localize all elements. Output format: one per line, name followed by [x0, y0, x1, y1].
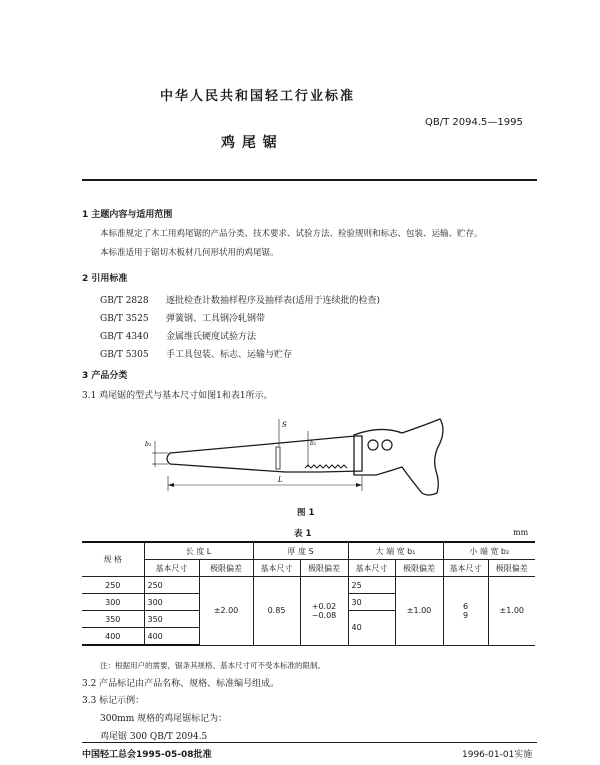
reference-standard-title: 逐批检查计数抽样程序及抽样表(适用于连续批的检查)	[166, 296, 381, 306]
table-row	[82, 577, 535, 594]
reference-standard-code: GB/T 4340	[100, 332, 149, 342]
table-cell: 400	[144, 628, 199, 646]
b2-value: 9	[462, 610, 469, 620]
table-header-cell: 规 格	[82, 542, 144, 577]
reference-standard-item	[100, 293, 380, 306]
footer-rule	[82, 742, 537, 743]
saw-blade-outline	[167, 436, 362, 472]
tolerance-upper: +0.02	[311, 601, 337, 611]
tolerance-lower: −0.08	[311, 610, 337, 620]
b2-value: 6	[462, 601, 469, 611]
section-2-heading: 2 引用标准	[82, 274, 128, 284]
table-cell: 40	[348, 611, 395, 646]
table-cell: 300	[144, 594, 199, 611]
saw-teeth	[305, 465, 347, 468]
saw-handle	[354, 419, 443, 495]
clause-3-1: 3.1 鸡尾锯的型式与基本尺寸如图1和表1所示。	[82, 391, 273, 401]
rivet-icon	[368, 440, 378, 450]
table-cell: ±1.00	[488, 577, 535, 646]
thickness-section-mark	[276, 447, 280, 469]
table-header-cell: 基本尺寸	[144, 560, 199, 577]
section-1-paragraph-2: 本标准适用于锯切木板材几何形状用的鸡尾锯。	[100, 248, 279, 258]
table-cell: ±1.00	[395, 577, 443, 646]
reference-standard-code: GB/T 3525	[100, 314, 149, 324]
table-cell: 300	[82, 594, 144, 611]
table-header-cell: 极限偏差	[395, 560, 443, 577]
table-cell	[300, 577, 348, 646]
clause-3-3: 3.3 标记示例：	[82, 696, 145, 706]
table-header-cell: 长 度 L	[144, 542, 253, 560]
table-cell: 400	[82, 628, 144, 646]
reference-standard-title: 金属维氏硬度试验方法	[166, 332, 257, 342]
reference-standard-code: GB/T 2828	[100, 296, 149, 306]
table-cell: 250	[82, 577, 144, 594]
table-header-cell: 极限偏差	[300, 560, 348, 577]
clause-3-2: 3.2 产品标记由产品名称、规格、标准编号组成。	[82, 679, 280, 689]
marking-example: 鸡尾锯 300 QB/T 2094.5	[100, 732, 208, 742]
approval-date: 中国轻工总会1995-05-08批准	[82, 750, 212, 760]
table-cell: 25	[348, 577, 395, 594]
table-header-cell: 极限偏差	[488, 560, 535, 577]
standard-code: QB/T 2094.5—1995	[425, 117, 523, 128]
table-cell: 350	[144, 611, 199, 628]
saw-drawing	[140, 415, 480, 500]
table-unit: mm	[513, 528, 529, 537]
table-header-cell: 小 端 宽 b₂	[443, 542, 535, 560]
reference-standard-title: 弹簧钢、工具钢冷轧钢带	[166, 314, 266, 324]
section-1-heading: 1 主题内容与适用范围	[82, 210, 173, 220]
section-1-paragraph-1: 本标准规定了木工用鸡尾锯的产品分类、技术要求、试验方法、检验规则和标志、包装、运输、贮存。	[100, 229, 483, 239]
big-end-width-label: b₁	[310, 440, 317, 447]
dovetail-saw-figure	[140, 415, 480, 500]
figure-caption: 图 1	[297, 508, 315, 518]
table-header-cell: 基本尺寸	[443, 560, 488, 577]
section-3-heading: 3 产品分类	[82, 371, 128, 381]
small-end-width-label: b₂	[145, 441, 152, 448]
length-label: L	[278, 476, 283, 484]
table-subheader-row	[82, 560, 535, 577]
thickness-label: S	[282, 421, 287, 429]
table-cell: 350	[82, 611, 144, 628]
reference-standard-item	[100, 347, 292, 360]
table-cell: ±2.00	[199, 577, 253, 646]
table-header-cell: 极限偏差	[199, 560, 253, 577]
dimensions-table	[82, 541, 535, 646]
reference-standard-item	[100, 329, 256, 342]
table-header-cell: 基本尺寸	[348, 560, 395, 577]
table-header-row	[82, 542, 535, 560]
reference-standard-item	[100, 311, 265, 324]
header-rule	[82, 179, 537, 181]
table-header-cell: 大 端 宽 b₁	[348, 542, 443, 560]
marking-example-intro: 300mm 规格的鸡尾锯标记为：	[100, 714, 228, 724]
reference-standard-code: GB/T 5305	[100, 350, 149, 360]
table-cell: 30	[348, 594, 395, 611]
reference-standard-title: 手工具包装、标志、运输与贮存	[166, 350, 293, 360]
table-cell: 0.85	[253, 577, 300, 646]
table-header-cell: 厚 度 S	[253, 542, 348, 560]
table-cell: 250	[144, 577, 199, 594]
implementation-date: 1996-01-01实施	[462, 750, 533, 760]
arrow-right-icon	[356, 483, 362, 487]
issuing-body-title: 中华人民共和国轻工行业标准	[160, 89, 356, 104]
table-header-cell: 基本尺寸	[253, 560, 300, 577]
table-cell	[443, 577, 488, 646]
document-title: 鸡 尾 锯	[221, 135, 278, 151]
table-caption: 表 1	[294, 529, 312, 539]
table-note: 注：根据用户的需要，锯条其规格、基本尺寸可不受本标准的限制。	[100, 661, 325, 670]
arrow-left-icon	[168, 483, 174, 487]
rivet-icon	[382, 440, 392, 450]
